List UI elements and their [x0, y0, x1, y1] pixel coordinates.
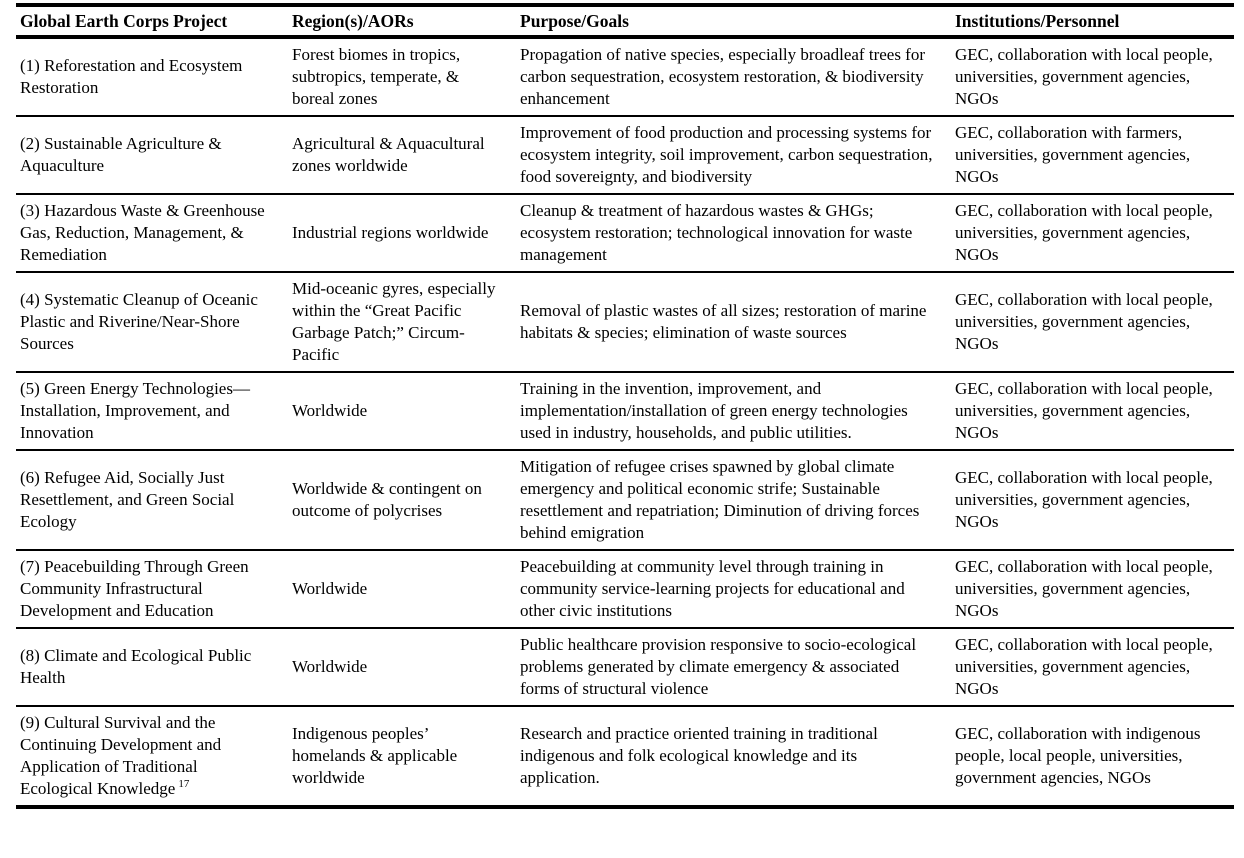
region-cell: Agricultural & Aquacultural zones worldwide	[288, 116, 516, 194]
region-cell: Mid-oceanic gyres, especially within the “Great Pacific Garbage Patch;” Circum-Pacific	[288, 272, 516, 372]
table-row	[16, 550, 1234, 628]
project-text: (6) Refugee Aid, Socially Just Resettlement, and Green Social Ecology	[20, 468, 235, 531]
project-cell	[16, 116, 288, 194]
table-row	[16, 194, 1234, 272]
region-cell: Forest biomes in tropics, subtropics, temperate, & boreal zones	[292, 45, 461, 108]
project-text: (3) Hazardous Waste & Greenhouse Gas, Reduction, Management, & Remediation	[20, 201, 265, 264]
purpose-cell: Removal of plastic wastes of all sizes; restoration of marine habitats & species; elimination of waste sources	[516, 272, 951, 372]
table-header	[16, 5, 1234, 37]
project-cell	[16, 372, 288, 450]
region-cell: Worldwide	[288, 628, 516, 706]
table-row	[16, 116, 1234, 194]
project-text: (4) Systematic Cleanup of Oceanic Plastic and Riverine/Near-Shore Sources	[20, 290, 258, 353]
institutions-cell: GEC, collaboration with local people, universities, government agencies, NGOs	[951, 450, 1234, 550]
region-cell: Industrial regions worldwide	[288, 194, 516, 272]
column-header-project: Global Earth Corps Project	[16, 5, 288, 37]
project-text: (5) Green Energy Technologies—Installation, Improvement, and Innovation	[20, 379, 250, 442]
column-header-purpose: Purpose/Goals	[516, 5, 951, 37]
header-row	[16, 5, 1234, 37]
table-body	[16, 37, 1234, 807]
purpose-cell: Propagation of native species, especially broadleaf trees for carbon sequestration, ecosystem restoration, & biodiversity enhancement	[520, 45, 926, 108]
column-header-region: Region(s)/AORs	[288, 5, 516, 37]
project-cell	[16, 37, 288, 116]
purpose-cell: Public healthcare provision responsive to socio-ecological problems generated by climate emergency & associated forms of structural violence	[516, 628, 951, 706]
purpose-cell: Mitigation of refugee crises spawned by global climate emergency and political economic strife; Sustainable resettlement and repatriation; Diminution of driving forces behind emigration	[516, 450, 951, 550]
region-cell: Worldwide	[288, 550, 516, 628]
project-cell	[16, 450, 288, 550]
table-row	[16, 37, 1234, 116]
project-text: (8) Climate and Ecological Public Health	[20, 646, 252, 687]
table-row	[16, 628, 1234, 706]
region-cell: Worldwide	[288, 372, 516, 450]
project-text: (9) Cultural Survival and the Continuing Development and Application of Traditional Ecological Knowledge	[20, 713, 222, 798]
gec-projects-table	[16, 3, 1234, 809]
purpose-cell: Research and practice oriented training in traditional indigenous and folk ecological knowledge and its application.	[516, 706, 951, 807]
project-text: (2) Sustainable Agriculture & Aquaculture	[20, 134, 222, 175]
institutions-cell: GEC, collaboration with local people, universities, government agencies, NGOs	[955, 45, 1213, 108]
institutions-cell: GEC, collaboration with local people, universities, government agencies, NGOs	[951, 372, 1234, 450]
institutions-cell: GEC, collaboration with local people, universities, government agencies, NGOs	[951, 194, 1234, 272]
region-cell: Indigenous peoples’ homelands & applicable worldwide	[288, 706, 516, 807]
purpose-cell: Cleanup & treatment of hazardous wastes & GHGs; ecosystem restoration; technological innovation for waste management	[516, 194, 951, 272]
project-text: (1) Reforestation and Ecosystem Restoration	[20, 56, 243, 97]
region-cell: Worldwide & contingent on outcome of polycrises	[288, 450, 516, 550]
footnote-marker: 17	[178, 778, 190, 791]
institutions-cell: GEC, collaboration with local people, universities, government agencies, NGOs	[951, 272, 1234, 372]
purpose-cell: Peacebuilding at community level through training in community service-learning projects for educational and other civic institutions	[516, 550, 951, 628]
project-cell	[16, 550, 288, 628]
institutions-cell: GEC, collaboration with local people, universities, government agencies, NGOs	[951, 628, 1234, 706]
purpose-cell: Training in the invention, improvement, and implementation/installation of green energy technologies used in industry, households, and public utilities.	[516, 372, 951, 450]
project-cell	[16, 706, 288, 807]
table-row	[16, 450, 1234, 550]
table-row	[16, 372, 1234, 450]
project-text: (7) Peacebuilding Through Green Community Infrastructural Development and Education	[20, 557, 249, 620]
purpose-cell: Improvement of food production and processing systems for ecosystem integrity, soil improvement, carbon sequestration, food sovereignty, and biodiversity	[516, 116, 951, 194]
institutions-cell: GEC, collaboration with indigenous people, local people, universities, government agencies, NGOs	[951, 706, 1234, 807]
institutions-cell: GEC, collaboration with local people, universities, government agencies, NGOs	[951, 550, 1234, 628]
project-cell	[16, 628, 288, 706]
table-row	[16, 272, 1234, 372]
column-header-institutions: Institutions/Personnel	[951, 5, 1234, 37]
project-cell	[16, 194, 288, 272]
table-row	[16, 706, 1234, 807]
institutions-cell: GEC, collaboration with farmers, universities, government agencies, NGOs	[951, 116, 1234, 194]
project-cell	[16, 272, 288, 372]
